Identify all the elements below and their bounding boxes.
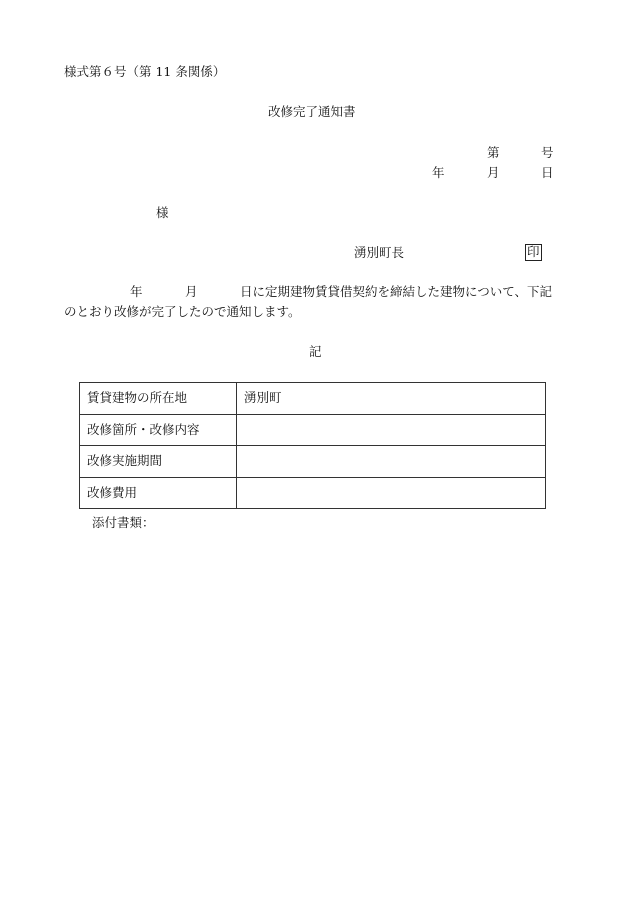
table-row (80, 383, 546, 415)
doc-number-dai: 第 (487, 145, 500, 160)
body-line1: 日に定期建物賃貸借契約を締結した建物について、下記 (240, 284, 553, 299)
body-line2: のとおり改修が完了したので通知します。 (64, 304, 301, 319)
body-year: 年 (130, 284, 143, 299)
row-value (237, 446, 546, 478)
ki-heading: 記 (309, 344, 322, 359)
row-label: 賃貸建物の所在地 (80, 383, 237, 415)
attachments-label: 添付書類： (92, 515, 155, 530)
row-value (237, 477, 546, 509)
sender-name: 湧別町長 (354, 245, 405, 260)
row-label: 改修箇所・改修内容 (80, 414, 237, 446)
table-row (80, 446, 546, 478)
addressee-suffix: 様 (156, 205, 169, 220)
row-value: 湧別町 (237, 383, 546, 415)
date-year: 年 (432, 165, 445, 180)
table-row (80, 477, 546, 509)
form-number: 様式第６号（第 11 条関係） (64, 64, 226, 79)
doc-number-go: 号 (541, 145, 554, 160)
row-value (237, 414, 546, 446)
row-label: 改修費用 (80, 477, 237, 509)
detail-table (79, 382, 546, 509)
date-day: 日 (541, 165, 554, 180)
row-label: 改修実施期間 (80, 446, 237, 478)
date-month: 月 (487, 165, 500, 180)
seal-mark (525, 244, 542, 261)
document-title: 改修完了通知書 (268, 104, 356, 119)
table-row (80, 414, 546, 446)
seal-text: 印 (527, 244, 540, 259)
body-month: 月 (185, 284, 198, 299)
